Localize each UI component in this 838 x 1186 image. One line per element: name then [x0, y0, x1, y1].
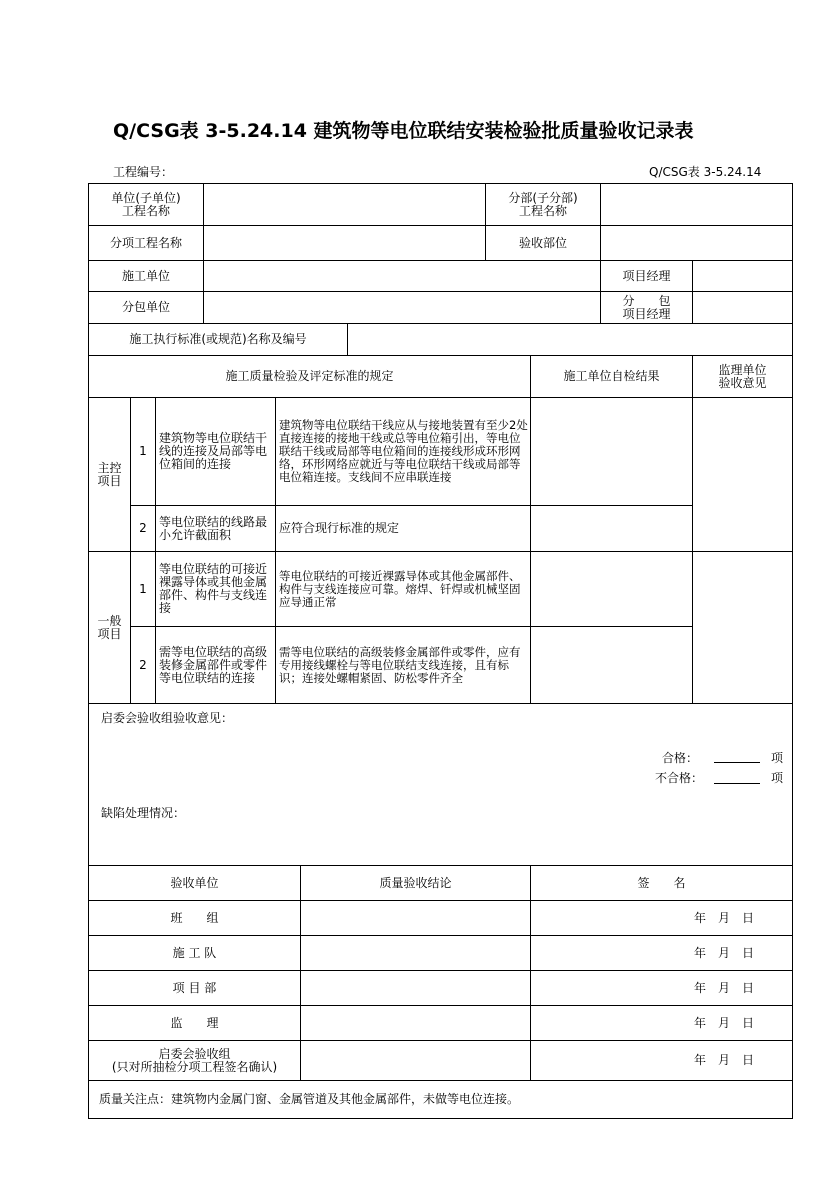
sign-row-label: 项 目 部 [88, 970, 301, 1006]
item-rule: 需等电位联结的高级装修金属部件或零件，应有专用接线螺栓与等电位联结支线连接，且有标识；连接处螺帽紧固、防松零件齐全 [275, 626, 531, 704]
standard-field[interactable] [347, 323, 793, 356]
sign-date[interactable]: 年 月 日 [530, 1005, 793, 1041]
acceptance-part-field[interactable] [600, 225, 793, 261]
pass-unit: 项 [771, 751, 784, 765]
sign-date[interactable]: 年 月 日 [530, 970, 793, 1006]
sub-item-field[interactable] [203, 225, 486, 261]
sign-row-label: 启委会验收组 (只对所抽检分项工程签名确认) [88, 1040, 301, 1081]
sign-date[interactable]: 年 月 日 [530, 1040, 793, 1081]
sign-row-label: 监 理 [88, 1005, 301, 1041]
pass-count-field[interactable] [714, 762, 760, 763]
construction-unit-field[interactable] [203, 260, 601, 292]
subcontract-unit-field[interactable] [203, 291, 601, 324]
division-project-label: 分部(子分部) 工程名称 [485, 183, 601, 226]
unit-project-label: 单位(子单位) 工程名称 [88, 183, 204, 226]
quality-note: 质量关注点：建筑物内金属门窗、金属管道及其他金属部件，未做等电位连接。 [88, 1080, 793, 1119]
construction-unit-label: 施工单位 [88, 260, 204, 292]
page-title: Q/CSG表 3-5.24.14 建筑物等电位联结安装检验批质量验收记录表 [113, 120, 694, 142]
subcontract-manager-field[interactable] [692, 291, 793, 324]
col-unit-header: 验收单位 [88, 865, 301, 901]
fail-unit: 项 [771, 771, 784, 785]
conclusion-field[interactable] [300, 1005, 531, 1041]
project-manager-label: 项目经理 [600, 260, 693, 292]
supervisor-field[interactable] [692, 397, 793, 552]
pass-label: 合格： [662, 751, 699, 765]
division-project-field[interactable] [600, 183, 793, 226]
fail-count-field[interactable] [714, 783, 760, 784]
self-check-field[interactable] [530, 551, 693, 627]
sign-date[interactable]: 年 月 日 [530, 900, 793, 936]
fail-label: 不合格： [655, 771, 704, 785]
supervisor-header: 监理单位 验收意见 [692, 355, 793, 398]
item-no: 1 [130, 397, 156, 506]
self-check-field[interactable] [530, 626, 693, 704]
sign-date[interactable]: 年 月 日 [530, 935, 793, 971]
main-control-label: 主控 项目 [88, 397, 131, 552]
item-rule: 建筑物等电位联结干线应从与接地装置有至少2处直接连接的接地干线或总等电位箱引出，等电位联结干线或局部等电位箱间的连接线形成环形网络，环形网络应就近与等电位联结干线或局部等电位箱连接。支线间不应串联连接 [275, 397, 531, 506]
self-check-field[interactable] [530, 397, 693, 506]
conclusion-field[interactable] [300, 900, 531, 936]
project-no-label: 工程编号： [113, 165, 174, 179]
sub-item-label: 分项工程名称 [88, 225, 204, 261]
col-conclusion-header: 质量验收结论 [300, 865, 531, 901]
subcontract-manager-label: 分 包 项目经理 [600, 291, 693, 324]
sign-row-label: 班 组 [88, 900, 301, 936]
item-no: 2 [130, 626, 156, 704]
item-name: 需等电位联结的高级装修金属部件或零件等电位联结的连接 [155, 626, 276, 704]
item-name: 建筑物等电位联结干线的连接及局部等电位箱间的连接 [155, 397, 276, 506]
opinion-label: 启委会验收组验收意见： [101, 711, 234, 725]
item-name: 等电位联结的可接近裸露导体或其他金属部件、构件与支线连接 [155, 551, 276, 627]
project-manager-field[interactable] [692, 260, 793, 292]
form-code: Q/CSG表 3-5.24.14 [649, 165, 762, 179]
acceptance-part-label: 验收部位 [485, 225, 601, 261]
self-check-header: 施工单位自检结果 [530, 355, 693, 398]
standard-label: 施工执行标准(或规范)名称及编号 [88, 323, 348, 356]
criteria-header: 施工质量检验及评定标准的规定 [88, 355, 531, 398]
item-no: 2 [130, 505, 156, 552]
conclusion-field[interactable] [300, 1040, 531, 1081]
item-rule: 等电位联结的可接近裸露导体或其他金属部件、构件与支线连接应可靠。熔焊、钎焊或机械坚固应导通正常 [275, 551, 531, 627]
defect-label: 缺陷处理情况： [101, 806, 186, 820]
unit-project-field[interactable] [203, 183, 486, 226]
subcontract-unit-label: 分包单位 [88, 291, 204, 324]
self-check-field[interactable] [530, 505, 693, 552]
item-no: 1 [130, 551, 156, 627]
sign-row-label: 施 工 队 [88, 935, 301, 971]
supervisor-field[interactable] [692, 551, 793, 704]
item-name: 等电位联结的线路最小允许截面积 [155, 505, 276, 552]
conclusion-field[interactable] [300, 970, 531, 1006]
conclusion-field[interactable] [300, 935, 531, 971]
col-sign-header: 签 名 [530, 865, 793, 901]
general-label: 一般 项目 [88, 551, 131, 704]
item-rule: 应符合现行标准的规定 [275, 505, 531, 552]
